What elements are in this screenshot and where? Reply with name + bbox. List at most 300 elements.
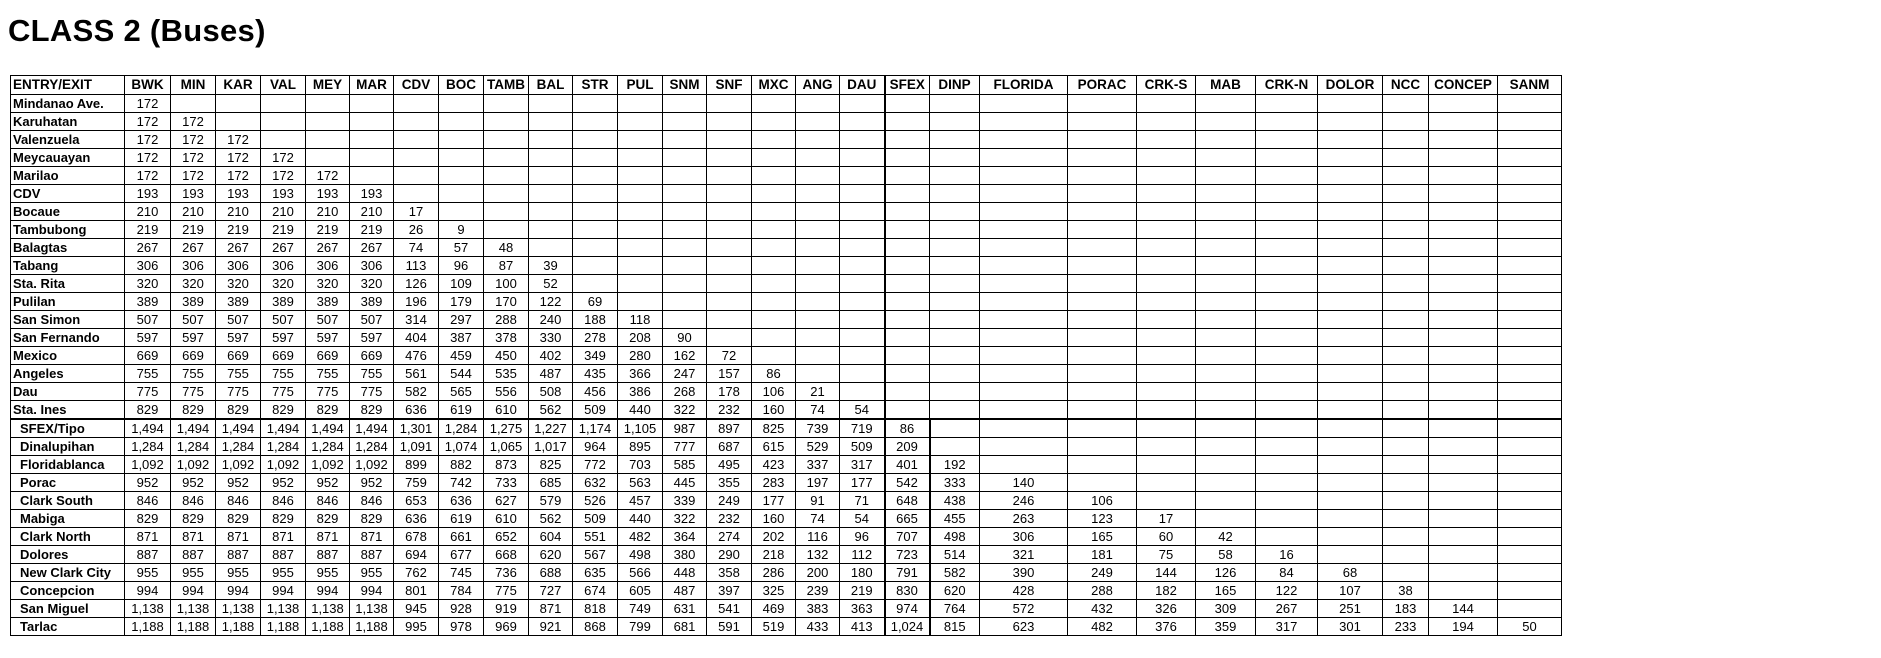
table-cell: 846 <box>350 492 394 510</box>
table-cell: 322 <box>663 510 707 528</box>
table-cell: 955 <box>171 564 216 582</box>
table-cell <box>885 167 930 185</box>
table-cell: 1,138 <box>125 600 171 618</box>
table-cell <box>707 167 752 185</box>
table-cell <box>752 113 796 131</box>
table-cell: 563 <box>618 474 663 492</box>
table-cell <box>663 185 707 203</box>
table-cell: 86 <box>752 365 796 383</box>
table-cell <box>1137 383 1196 401</box>
table-cell: 355 <box>707 474 752 492</box>
table-cell <box>1383 95 1429 113</box>
table-cell: 210 <box>306 203 350 221</box>
table-row <box>11 401 1562 420</box>
table-cell <box>840 383 885 401</box>
row-label: Pulilan <box>11 293 125 311</box>
table-cell: 887 <box>261 546 306 564</box>
table-cell: 665 <box>885 510 930 528</box>
table-cell: 320 <box>171 275 216 293</box>
table-cell: 1,227 <box>529 419 573 438</box>
table-cell <box>1429 546 1498 564</box>
table-cell: 306 <box>216 257 261 275</box>
table-cell: 507 <box>125 311 171 329</box>
table-cell <box>980 401 1068 420</box>
table-cell <box>707 113 752 131</box>
table-cell <box>1318 383 1383 401</box>
table-cell <box>618 149 663 167</box>
table-cell <box>1137 456 1196 474</box>
table-cell <box>1498 347 1562 365</box>
table-cell: 1,494 <box>216 419 261 438</box>
table-cell <box>663 113 707 131</box>
row-label: Karuhatan <box>11 113 125 131</box>
table-cell: 193 <box>216 185 261 203</box>
table-cell: 188 <box>573 311 618 329</box>
table-cell <box>350 131 394 149</box>
table-cell: 1,284 <box>350 438 394 456</box>
table-cell: 366 <box>618 365 663 383</box>
table-cell: 1,138 <box>350 600 394 618</box>
column-header: MXC <box>752 76 796 95</box>
table-cell: 172 <box>261 167 306 185</box>
table-cell: 597 <box>261 329 306 347</box>
table-cell: 952 <box>261 474 306 492</box>
table-cell <box>707 185 752 203</box>
table-cell: 994 <box>261 582 306 600</box>
table-cell <box>529 239 573 257</box>
table-cell <box>484 185 529 203</box>
table-cell <box>796 329 840 347</box>
table-cell: 172 <box>125 113 171 131</box>
table-cell: 178 <box>707 383 752 401</box>
table-cell: 274 <box>707 528 752 546</box>
table-cell: 322 <box>663 401 707 420</box>
table-cell <box>529 167 573 185</box>
table-cell: 674 <box>573 582 618 600</box>
table-cell: 535 <box>484 365 529 383</box>
table-cell: 397 <box>707 582 752 600</box>
table-cell <box>618 239 663 257</box>
table-cell <box>1196 474 1256 492</box>
table-cell: 597 <box>171 329 216 347</box>
table-cell <box>930 239 980 257</box>
table-cell: 887 <box>306 546 350 564</box>
table-cell: 887 <box>125 546 171 564</box>
table-cell: 519 <box>752 618 796 636</box>
table-cell: 508 <box>529 383 573 401</box>
table-cell: 160 <box>752 401 796 420</box>
table-cell <box>439 131 484 149</box>
table-cell: 945 <box>394 600 439 618</box>
table-cell: 404 <box>394 329 439 347</box>
table-cell: 383 <box>796 600 840 618</box>
table-cell: 829 <box>306 510 350 528</box>
table-cell: 994 <box>125 582 171 600</box>
table-cell: 210 <box>171 203 216 221</box>
table-cell <box>1196 311 1256 329</box>
table-cell <box>1383 510 1429 528</box>
page-title: CLASS 2 (Buses) <box>8 13 266 48</box>
table-cell <box>840 365 885 383</box>
table-cell <box>1068 347 1137 365</box>
table-cell: 210 <box>350 203 394 221</box>
table-cell: 1,105 <box>618 419 663 438</box>
table-cell: 69 <box>573 293 618 311</box>
table-cell: 68 <box>1318 564 1383 582</box>
table-cell <box>261 113 306 131</box>
table-cell: 868 <box>573 618 618 636</box>
table-cell: 317 <box>840 456 885 474</box>
table-row <box>11 456 1562 474</box>
table-cell: 438 <box>930 492 980 510</box>
row-label: Clark South <box>11 492 125 510</box>
table-cell <box>394 131 439 149</box>
table-cell <box>980 257 1068 275</box>
table-cell: 871 <box>171 528 216 546</box>
table-cell: 749 <box>618 600 663 618</box>
table-cell: 1,284 <box>306 438 350 456</box>
table-cell: 994 <box>350 582 394 600</box>
table-cell <box>1498 600 1562 618</box>
table-cell <box>1196 329 1256 347</box>
table-cell <box>1383 311 1429 329</box>
table-cell: 364 <box>663 528 707 546</box>
table-cell: 1,188 <box>261 618 306 636</box>
table-cell <box>885 401 930 420</box>
table-cell <box>752 257 796 275</box>
table-cell: 1,284 <box>171 438 216 456</box>
table-cell <box>618 203 663 221</box>
table-row <box>11 203 1562 221</box>
table-cell: 736 <box>484 564 529 582</box>
table-cell <box>529 131 573 149</box>
table-row <box>11 438 1562 456</box>
table-cell: 288 <box>484 311 529 329</box>
table-cell <box>529 113 573 131</box>
table-cell: 498 <box>618 546 663 564</box>
table-cell: 648 <box>885 492 930 510</box>
table-cell: 846 <box>216 492 261 510</box>
table-cell: 1,092 <box>216 456 261 474</box>
table-cell <box>1498 131 1562 149</box>
table-cell: 482 <box>618 528 663 546</box>
table-cell: 830 <box>885 582 930 600</box>
table-cell <box>707 221 752 239</box>
table-cell: 177 <box>752 492 796 510</box>
table-cell: 435 <box>573 365 618 383</box>
table-cell: 349 <box>573 347 618 365</box>
table-cell <box>1383 131 1429 149</box>
table-cell <box>1429 383 1498 401</box>
table-cell: 278 <box>573 329 618 347</box>
table-cell <box>930 329 980 347</box>
table-cell <box>796 167 840 185</box>
table-cell <box>394 95 439 113</box>
row-label: Sta. Ines <box>11 401 125 420</box>
table-cell: 636 <box>439 492 484 510</box>
table-cell: 719 <box>840 419 885 438</box>
table-cell: 107 <box>1318 582 1383 600</box>
table-cell: 687 <box>707 438 752 456</box>
table-cell: 507 <box>216 311 261 329</box>
table-cell <box>980 113 1068 131</box>
table-cell: 994 <box>171 582 216 600</box>
table-cell <box>885 149 930 167</box>
table-cell <box>1068 365 1137 383</box>
table-cell: 661 <box>439 528 484 546</box>
table-cell: 232 <box>707 401 752 420</box>
table-cell: 703 <box>618 456 663 474</box>
table-cell <box>796 203 840 221</box>
table-cell: 755 <box>125 365 171 383</box>
table-cell <box>663 275 707 293</box>
table-cell <box>261 131 306 149</box>
table-cell <box>980 203 1068 221</box>
table-cell <box>1196 203 1256 221</box>
table-cell: 775 <box>484 582 529 600</box>
table-row <box>11 293 1562 311</box>
table-cell: 157 <box>707 365 752 383</box>
table-cell: 669 <box>350 347 394 365</box>
table-cell: 249 <box>1068 564 1137 582</box>
table-cell: 337 <box>796 456 840 474</box>
table-cell <box>1256 293 1318 311</box>
table-cell <box>1196 293 1256 311</box>
table-cell: 1,494 <box>306 419 350 438</box>
table-cell <box>885 95 930 113</box>
table-cell: 297 <box>439 311 484 329</box>
table-cell <box>439 167 484 185</box>
table-cell: 267 <box>350 239 394 257</box>
table-cell: 306 <box>306 257 350 275</box>
table-cell <box>663 257 707 275</box>
table-cell: 268 <box>663 383 707 401</box>
table-cell: 202 <box>752 528 796 546</box>
table-row <box>11 239 1562 257</box>
column-header: ANG <box>796 76 840 95</box>
table-cell <box>618 131 663 149</box>
table-cell <box>573 113 618 131</box>
table-row <box>11 492 1562 510</box>
table-cell: 755 <box>261 365 306 383</box>
table-cell <box>663 311 707 329</box>
table-cell: 60 <box>1137 528 1196 546</box>
table-cell: 755 <box>171 365 216 383</box>
table-cell: 325 <box>752 582 796 600</box>
table-cell: 428 <box>980 582 1068 600</box>
table-cell: 764 <box>930 600 980 618</box>
table-cell: 556 <box>484 383 529 401</box>
table-cell <box>1256 275 1318 293</box>
row-label: San Fernando <box>11 329 125 347</box>
table-cell: 290 <box>707 546 752 564</box>
table-cell <box>980 365 1068 383</box>
table-cell: 582 <box>930 564 980 582</box>
table-cell: 955 <box>261 564 306 582</box>
column-header: DOLOR <box>1318 76 1383 95</box>
table-cell: 122 <box>1256 582 1318 600</box>
table-cell <box>1196 438 1256 456</box>
table-cell: 123 <box>1068 510 1137 528</box>
table-cell <box>707 275 752 293</box>
table-cell: 440 <box>618 401 663 420</box>
table-cell: 144 <box>1429 600 1498 618</box>
table-cell: 286 <box>752 564 796 582</box>
table-cell <box>930 167 980 185</box>
table-cell: 283 <box>752 474 796 492</box>
column-header: BOC <box>439 76 484 95</box>
row-label: Tambubong <box>11 221 125 239</box>
column-header: CRK-S <box>1137 76 1196 95</box>
table-cell <box>1196 401 1256 420</box>
table-cell: 742 <box>439 474 484 492</box>
table-cell <box>663 203 707 221</box>
table-cell: 551 <box>573 528 618 546</box>
table-cell <box>980 347 1068 365</box>
table-cell <box>840 131 885 149</box>
row-label: Tabang <box>11 257 125 275</box>
row-label: Bocaue <box>11 203 125 221</box>
table-cell: 170 <box>484 293 529 311</box>
table-cell <box>1068 438 1137 456</box>
table-cell: 955 <box>216 564 261 582</box>
table-cell <box>663 95 707 113</box>
table-cell <box>663 239 707 257</box>
table-cell <box>1068 474 1137 492</box>
table-cell <box>930 438 980 456</box>
column-header: DINP <box>930 76 980 95</box>
table-cell: 681 <box>663 618 707 636</box>
table-cell <box>796 131 840 149</box>
table-cell: 669 <box>306 347 350 365</box>
table-cell: 162 <box>663 347 707 365</box>
row-label: Valenzuela <box>11 131 125 149</box>
table-row <box>11 582 1562 600</box>
table-cell: 509 <box>840 438 885 456</box>
table-cell: 320 <box>261 275 306 293</box>
table-cell: 58 <box>1196 546 1256 564</box>
table-cell: 96 <box>840 528 885 546</box>
table-cell: 829 <box>216 510 261 528</box>
table-cell: 321 <box>980 546 1068 564</box>
table-cell: 994 <box>216 582 261 600</box>
table-cell: 745 <box>439 564 484 582</box>
row-label: SFEX/Tipo <box>11 419 125 438</box>
table-cell <box>1196 383 1256 401</box>
table-cell <box>885 221 930 239</box>
table-cell <box>216 113 261 131</box>
table-cell <box>1498 582 1562 600</box>
table-cell: 209 <box>885 438 930 456</box>
table-cell: 784 <box>439 582 484 600</box>
row-label: CDV <box>11 185 125 203</box>
table-cell <box>1196 275 1256 293</box>
table-cell: 669 <box>171 347 216 365</box>
table-cell <box>1429 474 1498 492</box>
table-cell: 829 <box>216 401 261 420</box>
table-cell <box>1383 221 1429 239</box>
table-cell <box>1256 311 1318 329</box>
table-cell: 193 <box>171 185 216 203</box>
table-row <box>11 257 1562 275</box>
table-cell <box>1196 95 1256 113</box>
table-cell: 928 <box>439 600 484 618</box>
table-cell: 38 <box>1383 582 1429 600</box>
table-cell: 1,188 <box>171 618 216 636</box>
table-cell: 542 <box>885 474 930 492</box>
table-row <box>11 419 1562 438</box>
column-header: SANM <box>1498 76 1562 95</box>
table-cell <box>1498 546 1562 564</box>
table-cell: 172 <box>171 113 216 131</box>
table-cell <box>930 293 980 311</box>
corner-header: ENTRY/EXIT <box>11 76 125 95</box>
table-cell: 733 <box>484 474 529 492</box>
table-cell: 1,138 <box>261 600 306 618</box>
table-cell: 197 <box>796 474 840 492</box>
table-cell: 450 <box>484 347 529 365</box>
table-cell <box>1068 419 1137 438</box>
table-cell: 952 <box>350 474 394 492</box>
table-cell <box>885 185 930 203</box>
table-cell: 887 <box>171 546 216 564</box>
table-cell <box>1498 221 1562 239</box>
table-cell <box>529 95 573 113</box>
table-cell: 267 <box>125 239 171 257</box>
table-cell <box>1137 95 1196 113</box>
table-cell: 969 <box>484 618 529 636</box>
table-cell: 144 <box>1137 564 1196 582</box>
table-row <box>11 474 1562 492</box>
table-row <box>11 95 1562 113</box>
table-cell <box>1429 329 1498 347</box>
table-cell: 567 <box>573 546 618 564</box>
table-cell: 623 <box>980 618 1068 636</box>
table-cell <box>840 347 885 365</box>
table-cell: 48 <box>484 239 529 257</box>
table-cell: 380 <box>663 546 707 564</box>
table-cell: 829 <box>350 510 394 528</box>
table-cell <box>796 239 840 257</box>
table-cell: 739 <box>796 419 840 438</box>
table-cell <box>1383 419 1429 438</box>
table-cell <box>840 221 885 239</box>
table-cell: 955 <box>306 564 350 582</box>
table-cell: 1,284 <box>439 419 484 438</box>
table-cell <box>1429 275 1498 293</box>
table-cell <box>573 221 618 239</box>
table-cell: 1,092 <box>261 456 306 474</box>
table-cell <box>885 383 930 401</box>
table-cell <box>1429 347 1498 365</box>
table-cell <box>752 347 796 365</box>
table-cell: 541 <box>707 600 752 618</box>
table-cell: 871 <box>306 528 350 546</box>
table-cell: 1,188 <box>306 618 350 636</box>
table-cell: 320 <box>216 275 261 293</box>
table-cell: 495 <box>707 456 752 474</box>
table-cell: 54 <box>840 510 885 528</box>
table-cell <box>261 95 306 113</box>
table-cell <box>663 131 707 149</box>
table-cell: 358 <box>707 564 752 582</box>
table-cell: 544 <box>439 365 484 383</box>
table-cell <box>1429 293 1498 311</box>
table-cell <box>484 167 529 185</box>
table-cell <box>1256 365 1318 383</box>
table-cell <box>1256 239 1318 257</box>
table-cell: 177 <box>840 474 885 492</box>
